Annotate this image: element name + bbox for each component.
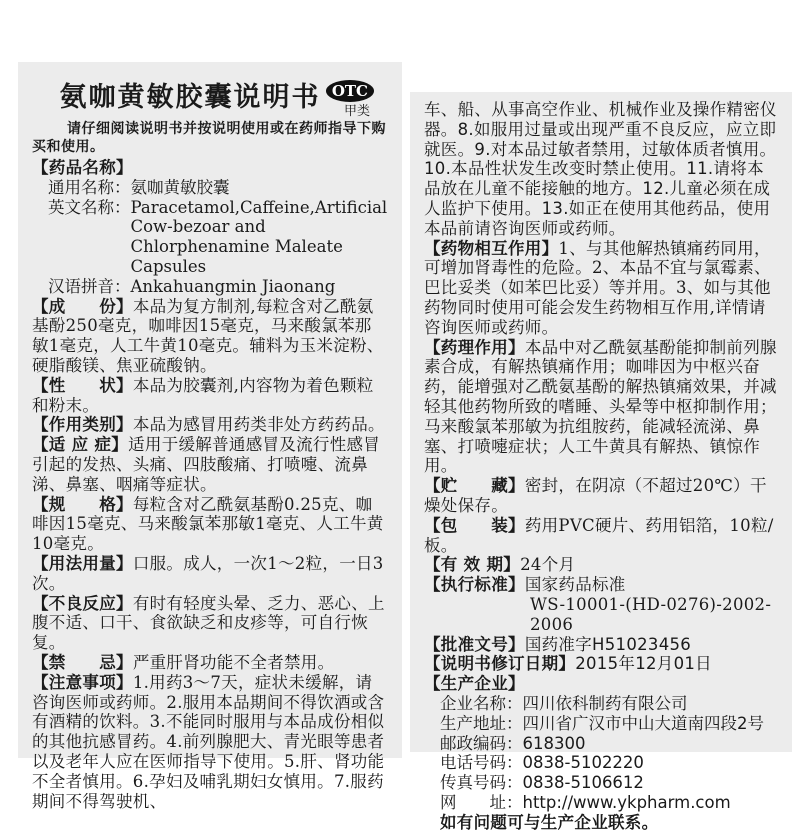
section-label: 【药品名称】 [32,158,133,177]
section [32,297,388,376]
section-text: 严重肝肾功能不全者禁用。 [132,652,335,672]
leaflet-left-column [18,62,402,811]
section [424,555,780,575]
section-label: 【用法用量】 [32,553,133,573]
section-label: 【不良反应】 [32,593,133,613]
manufacturer-field [424,694,780,714]
section [424,338,780,477]
section-manufacturer [424,674,780,694]
section-text: 每粒含对乙酰氨基酚0.25克、咖啡因15毫克、马来酸氯苯那敏1毫克、人工牛黄10毫克。 [32,494,384,554]
field-key: 网 址： [440,792,523,812]
section-text: 1、与其他解热镇痛药同用，可增加肾毒性的危险。2、本品不宜与氯霉素、巴比妥类（如苯巴比妥）等并用。3、如与其他药物同时使用可能会发生药物相互作用,详情请咨询医师或药师。 [424,238,771,337]
field-value: 四川省广汉市中山大道南四段2号 [522,713,764,733]
section-label: 【性 状】 [32,375,133,395]
left-sections [32,297,388,812]
section-label: 【说明书修订日期】 [424,654,576,674]
section-drug-name [32,158,388,178]
section-text: 国家药品标准 [524,575,626,595]
section [32,376,388,416]
section [424,516,780,556]
manufacturer-field [424,753,780,773]
standard-code: WS-10001-(HD-0276)-2002-2006 [530,594,772,634]
contact-note: 如有问题可与生产企业联系。 [440,812,659,832]
section-text: 本品为复方制剂,每粒含对乙酰氨基酚250毫克，咖啡因15毫克，马来酸氯苯那敏1毫克，人工牛黄10毫克。辅料为玉米淀粉、硬脂酸镁、焦亚硫酸钠。 [32,296,384,375]
section [32,594,388,653]
field-key: 英文名称： [48,197,131,217]
field-english-name [32,198,388,277]
section-text: 有时有轻度头晕、乏力、恶心、上腹不适、口干、食欲缺乏和皮疹等，可自行恢复。 [32,593,385,653]
manufacturer-fields [424,694,780,813]
document-title: 氨咖黄敏胶囊说明书 [59,82,321,113]
field-key: 电话号码： [440,753,523,773]
manufacturer-field [424,714,780,734]
otc-class: 甲类 [343,104,370,119]
field-value: 618300 [522,733,586,753]
precautions-continued: 车、船、从事高空作业、机械作业及操作精密仪器。8.如服用过量或出现严重不良反应，应立即就医。9.对本品过敏者禁用，过敏体质者慎用。10.本品性状发生改变时禁止使用。11.请将本品放在儿童不能接触的地方。12.儿童必须在成人监护下使用。13.如正在使用其他药品，使用本品前请咨询医师或药师。 [424,100,777,238]
section-label: 【药物相互作用】 [424,238,559,258]
manufacturer-field [424,773,780,793]
field-key: 传真号码： [440,773,523,793]
section-text: 口服。成人，一次1～2粒，一日3次。 [32,553,384,593]
section-text: 1.用药3～7天，症状未缓解，请咨询医师或药师。2.服用本品期间不得饮酒或含有酒精的饮料。3.不能同时服用与本品成份相似的其他抗感冒药。4.前列腺肥大、青光眼等患者以及老年人应在医师指导下使用。5.肝、肾功能不全者慎用。6.孕妇及哺乳期妇女慎用。7.服药期间不得驾驶机、 [32,672,385,811]
section-text: 密封，在阴凉（不超过20℃）干燥处保存。 [424,476,767,515]
section-revision-date [424,654,780,674]
right-sections [424,239,780,595]
section-text: 2015年12月01日 [575,654,712,674]
field-value: Paracetamol,Caffeine,Artificial Cow-bezoar and Chlorphenamine Maleate Capsules [130,197,388,276]
section-text: 本品为感冒用药类非处方药药品。 [132,415,385,435]
section [424,476,780,516]
section-label: 【作用类别】 [32,415,133,435]
section-label: 【注意事项】 [32,672,133,692]
field-key: 邮政编码： [440,733,523,753]
field-value: 0838-5102220 [522,753,644,773]
section-label: 【包 装】 [424,515,525,535]
section-label: 【生产企业】 [424,674,525,694]
section-label: 【有 效 期】 [424,555,521,575]
field-key: 生产地址： [440,713,523,733]
otc-badge: OTC [326,80,374,102]
section [32,435,388,494]
title-row [32,76,388,120]
manufacturer-field [424,793,780,813]
field-value: 氨咖黄敏胶囊 [130,177,230,197]
reading-notice: 请仔细阅读说明书并按说明使用或在药师指导下购买和使用。 [32,121,386,155]
field-value: 0838-5106612 [522,773,644,793]
section-approval [424,635,780,655]
section-text: 药用PVC硬片、药用铝箔，10粒/板。 [424,515,774,555]
section-text: 适用于缓解普通感冒及流行性感冒引起的发热、头痛、四肢酸痛、打喷嚏、流鼻涕、鼻塞、咽痛等症状。 [32,435,381,494]
manufacturer-field [424,734,780,754]
section-label: 【规 格】 [32,494,133,514]
field-key: 汉语拼音： [48,276,131,296]
section-label: 【药理作用】 [424,337,525,357]
field-value: http://www.ykpharm.com [522,792,731,812]
field-generic-name [32,178,388,198]
section [424,575,780,595]
section-label: 【禁 忌】 [32,652,133,672]
section-label: 【批准文号】 [424,634,525,654]
section [32,415,388,435]
section-label: 【执行标准】 [424,575,525,595]
field-key: 企业名称： [440,693,523,713]
section-label: 【贮 藏】 [424,476,525,496]
section [32,554,388,594]
section [32,653,388,673]
field-key: 通用名称： [48,177,131,197]
section-label: 【成 份】 [32,296,133,316]
section [32,495,388,554]
leaflet-right-column [410,92,792,832]
section-text: 国药准字H51023456 [524,634,692,654]
section-text: 本品中对乙酰氨基酚能抑制前列腺素合成，有解热镇痛作用；咖啡因为中枢兴奋药，能增强对乙酰氨基酚的解热镇痛效果，并减轻其他药物所致的嗜睡、头晕等中枢抑制作用；马来酸氯苯那敏为抗组胺药，能减轻流涕、鼻塞、打喷嚏症状；人工牛黄具有解热、镇惊作用。 [424,337,777,476]
field-value: Ankahuangmin Jiaonang [130,276,336,296]
field-pinyin [32,277,388,297]
section-text: 本品为胶囊剂,内容物为着色颗粒和粉末。 [32,375,374,415]
field-value: 四川依科制药有限公司 [522,693,688,713]
section-text: 24个月 [520,555,576,575]
section-label: 【适 应 症】 [32,435,129,455]
section [32,673,388,812]
section [424,239,780,338]
